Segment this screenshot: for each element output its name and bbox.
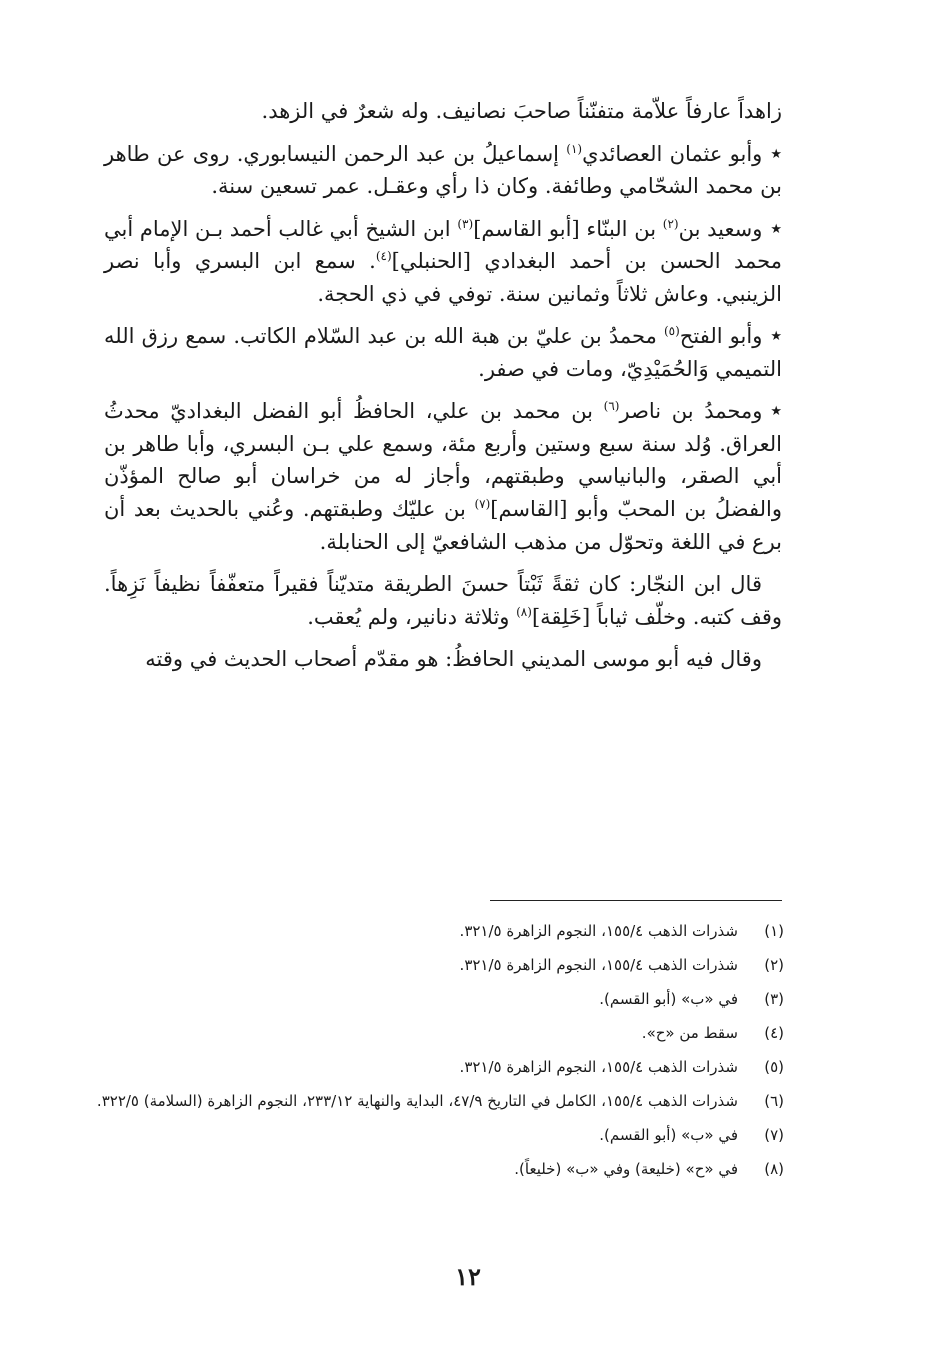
text-run: ابن الشيخ أبي غالب أحمد بـن الإمام أبي محمد الحسن بن أحمد البغدادي [الحنبلي] — [104, 216, 782, 274]
main-text — [104, 95, 782, 686]
footnote-ref: (٧) — [474, 497, 491, 512]
footnote-text: في «ب» (أبو القسم). — [599, 990, 738, 1008]
footnote-ref: (٤) — [375, 249, 392, 264]
footnote-number: (٥) — [764, 1058, 784, 1076]
paragraph — [104, 138, 782, 203]
page-number: ١٢ — [455, 1262, 481, 1291]
star-icon: ★ — [770, 146, 782, 162]
paragraph — [104, 320, 782, 385]
text-run: . سمع ابن البسري وأبا نصر الزينبي. وعاش ثلاثاً وثمانين سنة. توفي في ذي الحجة. — [104, 249, 782, 306]
footnote — [80, 948, 784, 982]
footnote-number: (١) — [764, 922, 784, 940]
text-run: وسعيد بن — [678, 216, 763, 241]
paragraph — [104, 568, 782, 633]
footnote-separator — [490, 900, 782, 901]
text-run: قال ابن النجّار: كان ثقةً ثَبْتاً حسنَ الطريقة متديّناً فقيراً متعفّفاً نظيفاً نَزِهاً. وقف كتبه. وخلّف ثياباً [خَلِقة] — [104, 572, 782, 629]
star-icon: ★ — [770, 404, 782, 420]
footnote — [80, 1084, 784, 1118]
footnote — [80, 914, 784, 948]
paragraph — [104, 95, 782, 128]
footnote — [80, 1118, 784, 1152]
footnote-ref: (٦) — [603, 399, 620, 414]
footnote-text: شذرات الذهب ١٥٥/٤، النجوم الزاهرة ٣٢١/٥. — [459, 1058, 738, 1076]
footnote — [80, 1152, 784, 1186]
footnote-text: في «ح» (خليعة) وفي «ب» (خليعاً). — [514, 1160, 738, 1178]
text-run: زاهداً عارفاً علاّمة متفنّناً صاحبَ نصانيف. وله شعرٌ في الزهد. — [261, 99, 782, 123]
footnote-ref: (١) — [566, 141, 583, 156]
star-icon: ★ — [770, 221, 783, 237]
footnote — [80, 1050, 784, 1084]
text-run: بن عليّك وطبقتهم. وعُني بالحديث بعد أن برع في اللغة وتحوّل من مذهب الشافعيّ إلى الحنابلة. — [104, 497, 782, 554]
paragraph — [104, 643, 782, 676]
footnote-ref: (٣) — [457, 216, 474, 231]
footnote-ref: (٢) — [662, 216, 679, 231]
footnote-number: (٤) — [764, 1024, 784, 1042]
footnote-number: (٨) — [764, 1160, 784, 1178]
text-run: ومحمدُ بن ناصر — [619, 399, 763, 424]
text-run: محمدُ بن عليّ بن هبة الله بن عبد السّلام الكاتب. سمع رزق الله التميمي وَالحُمَيْدِيّ، ومات في صفر. — [104, 324, 782, 381]
paragraph — [104, 213, 782, 311]
footnote-text: شذرات الذهب ١٥٥/٤، النجوم الزاهرة ٣٢١/٥. — [459, 922, 738, 940]
footnote — [80, 1016, 784, 1050]
text-run: بن البنّاء [أبو القاسم] — [473, 216, 663, 241]
text-run: وثلاثة دنانير، ولم يُعقب. — [307, 604, 517, 629]
text-run: وأبو عثمان العصائدي — [582, 141, 763, 166]
paragraph — [104, 395, 782, 558]
footnote-ref: (٥) — [663, 324, 680, 339]
star-icon: ★ — [770, 329, 783, 345]
footnote-number: (٧) — [764, 1126, 784, 1144]
footnote-text: في «ب» (أبو القسم). — [599, 1126, 738, 1144]
footnote — [80, 982, 784, 1016]
footnote-number: (٣) — [764, 990, 784, 1008]
footnote-ref: (٨) — [516, 604, 532, 619]
text-run: وقال فيه أبو موسى المديني الحافظُ: هو مقدّم أصحاب الحديث في وقته — [145, 647, 762, 672]
footnote-text: سقط من «ح». — [641, 1024, 738, 1042]
footnote-number: (٦) — [764, 1092, 784, 1110]
footnotes — [80, 914, 784, 1186]
footnote-text: شذرات الذهب ١٥٥/٤، النجوم الزاهرة ٣٢١/٥. — [459, 956, 738, 974]
text-run: بن محمد بن علي، الحافظُ أبو الفضل البغداديّ محدثُ العراق. وُلد سنة سبع وستين وأربع مئة، وسمع علي بـن البسري، وأبا طاهر بن أبي الصقر، والبانياسي وطبقتهم، وأجاز له من خراسان أبو صالح المؤذّن والفضلُ بن المحبّ وأبو [القاسم] — [104, 399, 783, 522]
footnote-number: (٢) — [764, 956, 784, 974]
footnote-text: شذرات الذهب ١٥٥/٤، الكامل في التاريخ ٤٧/٩، البداية والنهاية ٢٣٣/١٢، النجوم الزاهرة (السلامة) ٣٢٢/٥. — [96, 1092, 738, 1110]
text-run: وأبو الفتح — [679, 324, 763, 349]
text-run: إسماعيلُ بن عبد الرحمن النيسابوري. روى عن طاهر بن محمد الشحّامي وطائفة. وكان ذا رأي وعقـل. عمر تسعين سنة. — [104, 141, 782, 199]
